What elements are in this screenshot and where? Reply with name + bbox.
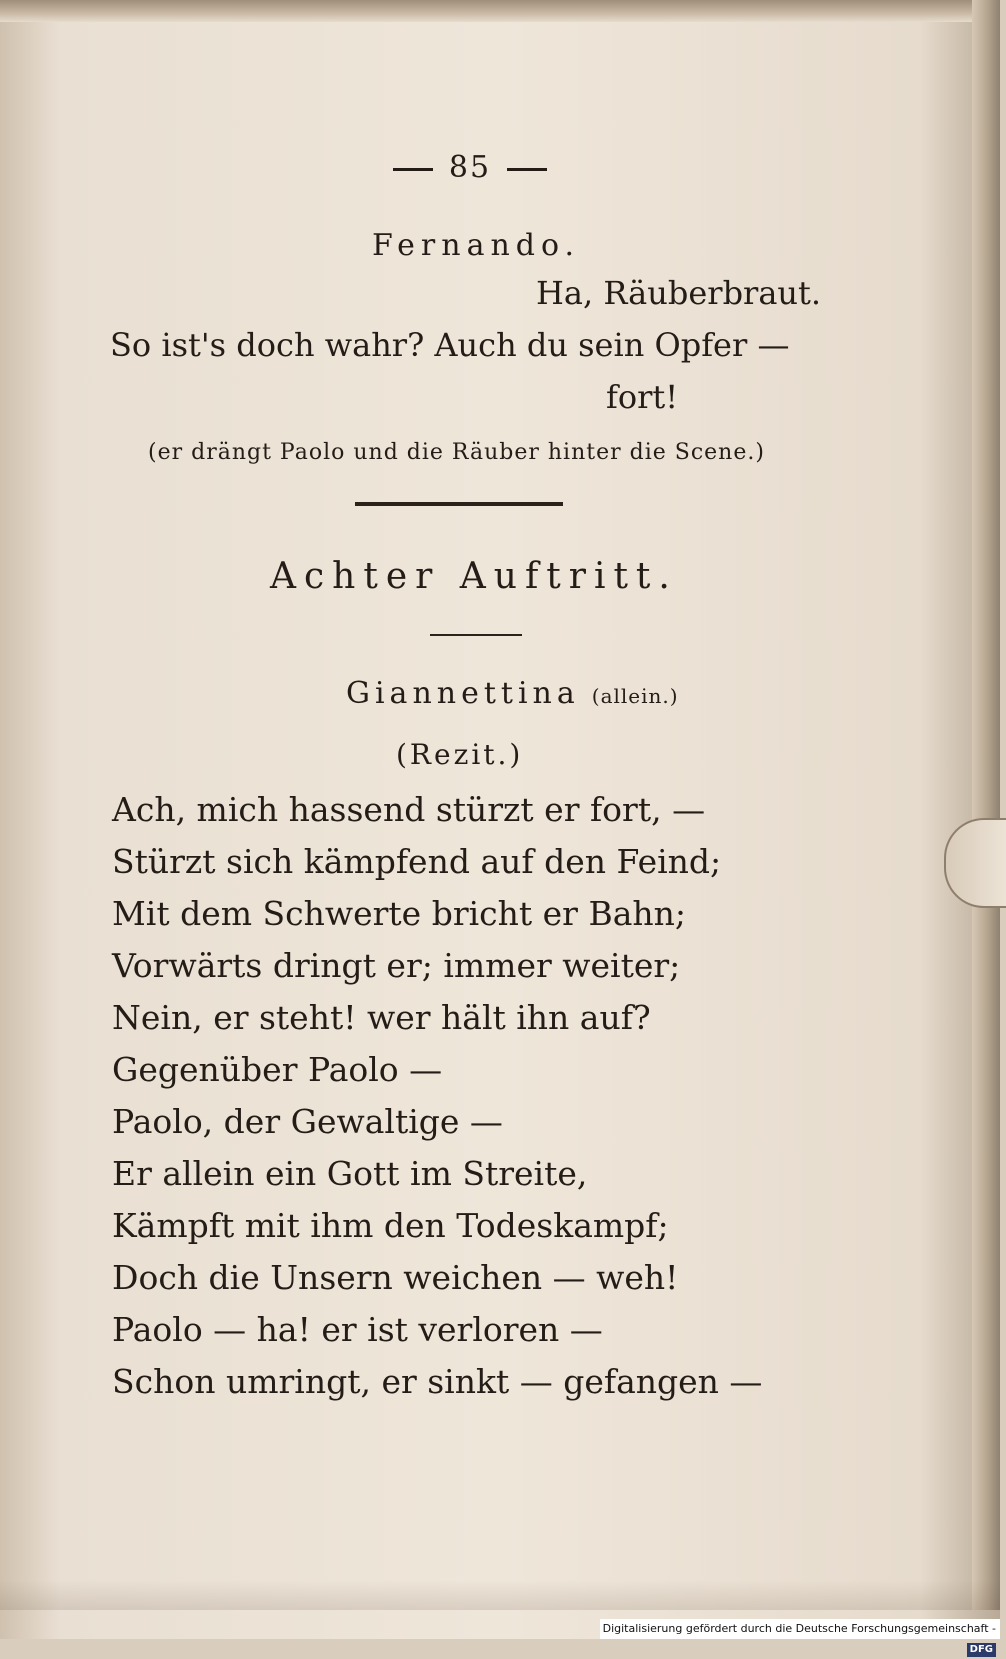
- book-right-edge: [972, 0, 1000, 1610]
- section-divider: [355, 502, 563, 506]
- dialogue-line: Ha, Räuberbraut.: [536, 274, 822, 312]
- book-top-edge: [0, 0, 1000, 22]
- verse-line: Er allein ein Gott im Streite,: [112, 1154, 588, 1193]
- verse-line: Mit dem Schwerte bricht er Bahn;: [112, 894, 686, 933]
- verse-line: Gegenüber Paolo —: [112, 1050, 443, 1089]
- page-bottom-shadow: [0, 1580, 1000, 1610]
- title-underline: [430, 634, 522, 636]
- scene-title: Achter Auftritt.: [270, 556, 678, 597]
- credit-text: Digitalisierung gefördert durch die Deutsche Forschungsgemeinschaft -: [602, 1622, 996, 1635]
- digitization-credit: [600, 1619, 1000, 1655]
- verse-line: Stürzt sich kämpfend auf den Feind;: [112, 842, 722, 881]
- verse-line: Schon umringt, er sinkt — gefangen —: [112, 1362, 763, 1401]
- speaker-name: Fernando.: [372, 228, 581, 263]
- dfg-logo: DFG: [967, 1643, 996, 1657]
- character-heading: [346, 676, 679, 711]
- dash-right: [507, 168, 547, 171]
- verse-line: Vorwärts dringt er; immer weiter;: [112, 946, 681, 985]
- verse-line: Ach, mich hassend stürzt er fort, —: [112, 790, 706, 829]
- verse-line: Paolo — ha! er ist verloren —: [112, 1310, 603, 1349]
- recitative-label: (Rezit.): [396, 738, 524, 771]
- page-number: [360, 150, 580, 185]
- verse-line: Kämpft mit ihm den Todeskampf;: [112, 1206, 669, 1245]
- verse-line: Paolo, der Gewaltige —: [112, 1102, 503, 1141]
- dialogue-line: So ist's doch wahr? Auch du sein Opfer —: [110, 326, 790, 364]
- page-number-text: 85: [448, 150, 492, 185]
- verse-line: Doch die Unsern weichen — weh!: [112, 1258, 679, 1297]
- verse-line: Nein, er steht! wer hält ihn auf?: [112, 998, 651, 1037]
- stage-direction: (er drängt Paolo und die Räuber hinter die Scene.): [148, 440, 765, 465]
- thumb-index-tab: [944, 818, 1006, 908]
- character-aside: (allein.): [591, 684, 679, 708]
- dialogue-line: fort!: [606, 378, 679, 416]
- dash-left: [393, 168, 433, 171]
- character-name: Giannettina: [346, 676, 580, 711]
